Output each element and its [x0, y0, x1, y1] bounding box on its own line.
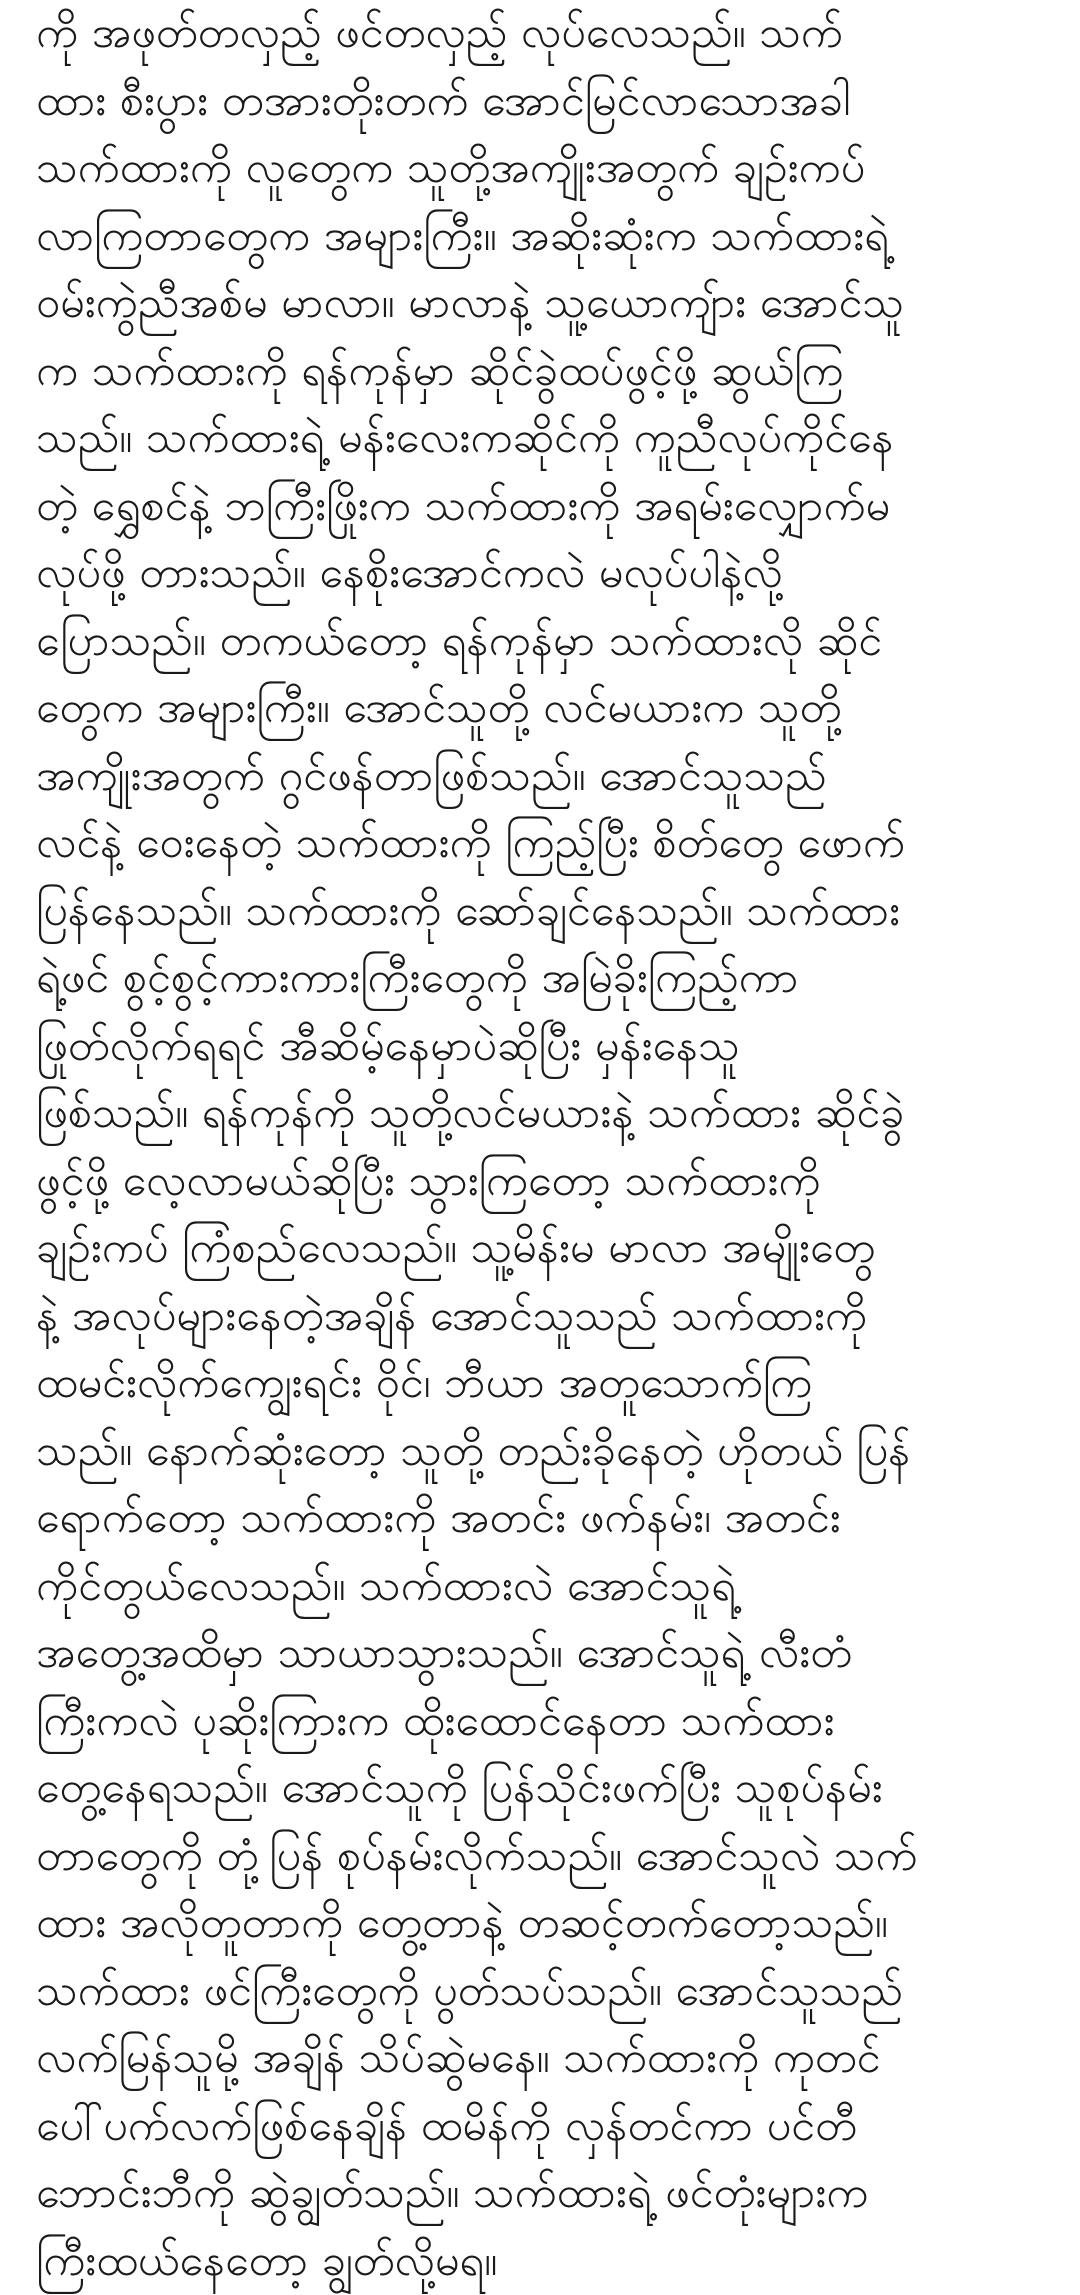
- text-line: သက်ထား ဖင်ကြီးတွေကို ပွတ်သပ်သည်။ အောင်သူသည်: [36, 1958, 1056, 2026]
- text-line: ဖွင့်ဖို့ လေ့လာမယ်ဆိုပြီး သွားကြတော့ သက်ထားကို: [36, 1148, 1056, 1216]
- text-line: ကြီးထယ်နေတော့ ချွတ်လို့မရ။: [36, 2228, 1056, 2295]
- body-text: [36, 0, 1056, 2295]
- text-line: ဝမ်းကွဲညီအစ်မ မာလာ။ မာလာနဲ့ သူ့ယောကျ်ား အောင်သူ: [36, 270, 1056, 338]
- text-line: တွေ့နေရသည်။ အောင်သူကို ပြန်သိုင်းဖက်ပြီး သူစုပ်နမ်း: [36, 1755, 1056, 1823]
- text-line: ထမင်းလိုက်ကျွေးရင်း ဝိုင်၊ ဘီယာ အတူသောက်ကြ: [36, 1350, 1056, 1418]
- text-line: ကြီးကလဲ ပုဆိုးကြားက ထိုးထောင်နေတာ သက်ထား: [36, 1688, 1056, 1756]
- text-line: တဲ့ ရွှေစင်နဲ့ ဘကြီးဖြိုးက သက်ထားကို အရမ်းလျှောက်မ: [36, 473, 1056, 541]
- text-line: ဖြစ်သည်။ ရန်ကုန်ကို သူတို့လင်မယားနဲ့ သက်ထား ဆိုင်ခွဲ: [36, 1080, 1056, 1148]
- text-line: အတွေ့အထိမှာ သာယာသွားသည်။ အောင်သူရဲ့ လီးတံ: [36, 1620, 1056, 1688]
- text-line: ကို အဖုတ်တလှည့် ဖင်တလှည့် လုပ်လေသည်။ သက်: [36, 0, 1056, 68]
- text-line: တွေက အများကြီး။ အောင်သူတို့ လင်မယားက သူတို့: [36, 675, 1056, 743]
- text-line: သည်။ သက်ထားရဲ့ မန်းလေးကဆိုင်ကို ကူညီလုပ်ကိုင်နေ: [36, 405, 1056, 473]
- text-line: ကိုင်တွယ်လေသည်။ သက်ထားလဲ အောင်သူရဲ့: [36, 1553, 1056, 1621]
- text-line: တာတွေကို တုံ့ပြန် စုပ်နမ်းလိုက်သည်။ အောင်သူလဲ သက်: [36, 1823, 1056, 1891]
- text-line: ထား အလိုတူတာကို တွေ့တာနဲ့ တဆင့်တက်တော့သည်။: [36, 1890, 1056, 1958]
- text-line: လင်နဲ့ ဝေးနေတဲ့ သက်ထားကို ကြည့်ပြီး စိတ်တွေ ဖောက်: [36, 810, 1056, 878]
- text-line: လုပ်ဖို့ တားသည်။ နေစိုးအောင်ကလဲ မလုပ်ပါနဲ့လို့: [36, 540, 1056, 608]
- text-line: ထား စီးပွား တအားတိုးတက် အောင်မြင်လာသောအခါ: [36, 68, 1056, 136]
- text-line: ဖြုတ်လိုက်ရရင် အီဆိမ့်နေမှာပဲဆိုပြီး မှန်းနေသူ: [36, 1013, 1056, 1081]
- text-line: လာကြတာတွေက အများကြီး။ အဆိုးဆုံးက သက်ထားရဲ့: [36, 203, 1056, 271]
- text-line: ဘောင်းဘီကို ဆွဲချွတ်သည်။ သက်ထားရဲ့ ဖင်တုံးများက: [36, 2160, 1056, 2228]
- text-line: က သက်ထားကို ရန်ကုန်မှာ ဆိုင်ခွဲထပ်ဖွင့်ဖို့ ဆွယ်ကြ: [36, 338, 1056, 406]
- text-line: သက်ထားကို လူတွေက သူတို့အကျိုးအတွက် ချဉ်းကပ်: [36, 135, 1056, 203]
- text-line: ပြန်နေသည်။ သက်ထားကို ဆော်ချင်နေသည်။ သက်ထား: [36, 878, 1056, 946]
- text-line: ပေါ်ပက်လက်ဖြစ်နေချိန် ထမိန်ကို လှန်တင်ကာ ပင်တီ: [36, 2093, 1056, 2161]
- text-line: ချဉ်းကပ် ကြံစည်လေသည်။ သူ့မိန်းမ မာလာ အမျိုးတွေ: [36, 1215, 1056, 1283]
- text-line: ပြောသည်။ တကယ်တော့ ရန်ကုန်မှာ သက်ထားလို ဆိုင်: [36, 608, 1056, 676]
- text-line: သည်။ နောက်ဆုံးတော့ သူတို့ တည်းခိုနေတဲ့ ဟိုတယ် ပြန်: [36, 1418, 1056, 1486]
- text-line: အကျိုးအတွက် ဂွင်ဖန်တာဖြစ်သည်။ အောင်သူသည်: [36, 743, 1056, 811]
- text-line: ရဲ့ဖင် စွင့်စွင့်ကားကားကြီးတွေကို အမြဲခိုးကြည့်ကာ: [36, 945, 1056, 1013]
- text-line: ရောက်တော့ သက်ထားကို အတင်း ဖက်နမ်း၊ အတင်း: [36, 1485, 1056, 1553]
- text-line: နဲ့ အလုပ်များနေတဲ့အချိန် အောင်သူသည် သက်ထားကို: [36, 1283, 1056, 1351]
- text-line: လက်မြန်သူမို့ အချိန် သိပ်ဆွဲမနေ။ သက်ထားကို ကုတင်: [36, 2025, 1056, 2093]
